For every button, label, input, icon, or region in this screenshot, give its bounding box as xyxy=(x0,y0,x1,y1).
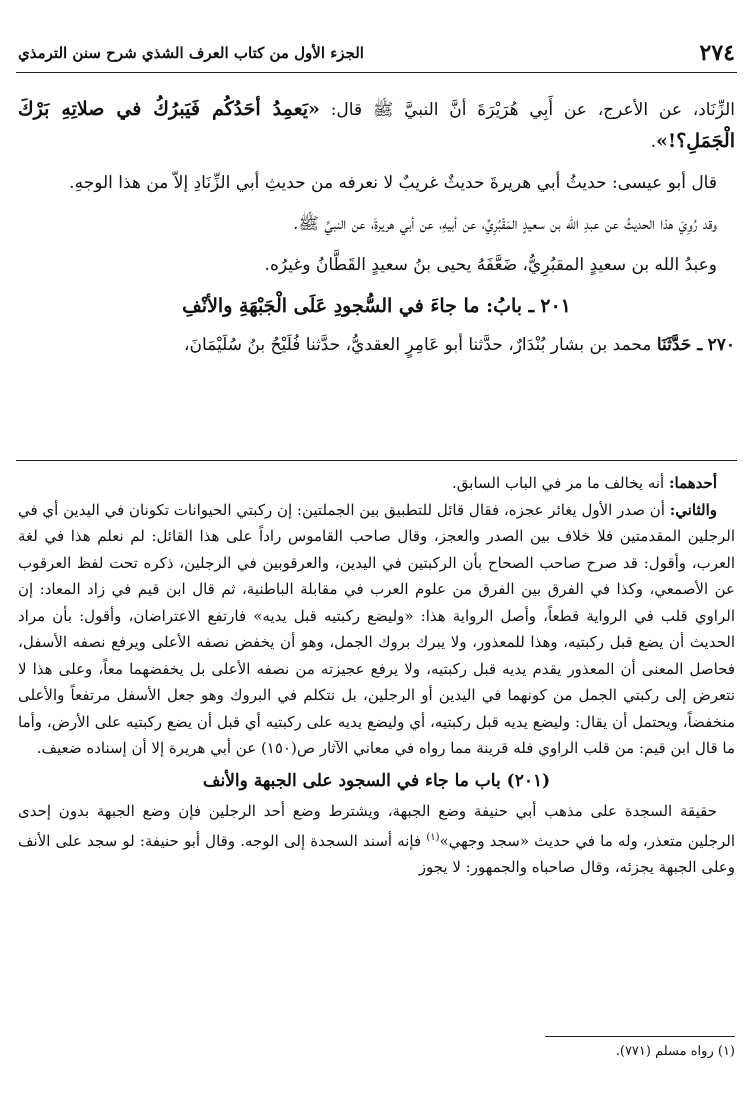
page-number: ٢٧٤ xyxy=(699,40,735,66)
hadith-quote: «يَعمِدُ أحَدُكُم فَيَبرُكُ في صلاتِهِ بَرْكَ الْجَمَلِ؟!» xyxy=(18,98,735,152)
chapter-number: ٢٠١ xyxy=(540,295,571,317)
running-title: الجزء الأول من كتاب العرف الشذي شرح سنن الترمذي xyxy=(18,44,364,62)
footnote: (١) رواه مسلم (٧٧١). xyxy=(615,1044,735,1059)
abu-isa-comment: قال أبو عيسى: حديثُ أبي هريرةَ حديثٌ غريبٌ لا نعرفه من حديثِ أبي الزِّنَادِ إلاّ من هذا الوجهِ. xyxy=(69,173,717,193)
footnote-reference: (١) xyxy=(426,831,440,843)
chapter-heading xyxy=(18,291,735,322)
hadith-paragraph xyxy=(18,94,735,158)
commentary-third xyxy=(18,798,735,881)
footnote-divider xyxy=(545,1036,735,1037)
narrator-grading: وعبدُ الله بن سعيدٍ المقبُرِيُّ، ضَعَّفَهُ يحيى بنُ سعيدٍ القَطَّانُ وغيرُه. xyxy=(264,255,717,275)
first-lead: أحدهما: xyxy=(668,474,717,492)
commentary-text xyxy=(18,470,735,881)
page-header xyxy=(16,36,737,73)
third-text: حقيقة السجدة على مذهب أبي حنيفة وضع الجبهة، ويشترط وضع أحد الرجلين فإن وضع الجبهة بدون إحدى الرجلين متعذر، وله ما في حديث «سجد وجهي» xyxy=(18,802,735,850)
chapter-title: ـ بابُ: ما جاءَ في السُّجودِ عَلَى الْجَبْهَةِ والأنْفِ xyxy=(182,295,535,317)
second-text: أن صدر الأول يغائر عجزه، فقال قائل للتطبيق بين الجملتين: إن ركبتي الحيوانات تكونان في اليدين أي في الرجلين المقدمتين فلا خلاف بين الصدر والعجز، وقال صاحب القاموس راداً على هذا القائل: لم نعلم هذا في لغة العرب، وأقول: قد صرح صاحب الصحاح بأن الركبتين في اليدين، والعرقوبين في الرجلين، ذكره تحت لفظ العرقوب عن الأصمعي، وكذا في الفرق بين الفرق من علوم العرب في مقابلة الباطنية، ثم قال ابن قيم في زاد المعاد: إن الراوي قلب في الرواية قطعاً، وأصل الرواية هذا: «وليضع ركبتيه قبل يديه» فارتفع الاعتراضان، وأقول: بأن مراد الحديث أن يضع قبل ركبتيه، وهذا للمعذور، ولا يبرك بروك الجمل، وهو أن يخفض نصفه الأعلى ويرفع نصفه الأسفل، فحاصل المعنى أن المعذور يقدم يديه قبل ركبتيه، ولا يرفع عجيزته من نصفه الأعلى بل يخفضهما معاً، وعلى هذا لا نتعرض إلى ركبتي الجمل من كونهما في اليدين أو الرجلين، بل نتكلم في البروك وهو جعل الأسفل مرتفعاً والأعلى منخفضاً، ويحتمل أن يقال: وليضع يديه قبل ركبتيه، أي وليضع يديه على ركبتيه أي قبل أن يضع ركبتيه على الأرض، وأما ما قال ابن قيم: من قلب الراوي فله قرينة مما رواه في معاني الآثار ص(١٥٠) عن أبي هريرة إلا أن إسناده ضعيف. xyxy=(17,500,735,757)
haddathana-word: ـ حَدَّثَنَا xyxy=(656,335,703,355)
commentary-divider xyxy=(16,460,737,461)
narration-note: وقد رُوِيَ هذا الحديثُ عن عبدِ الله بن سعيدٍ المَقْبُرِيِّ، عن أبيهِ، عن أبي هريرةَ، عن النبيِّ ﷺ. xyxy=(292,214,717,234)
third-text-after: فإنه أسند السجدة إلى الوجه. وقال أبو حنيفة: لو سجد على الأنف وعلى الجبهة يجزئه، وقال صاحباه والجمهور: لا يجوز xyxy=(18,831,735,876)
hadith-end-punct: . xyxy=(650,132,656,152)
hadith-chain-end: الزِّنَاد، عن الأعرج، عن أَبِي هُرَيْرَةَ أنَّ النبيَّ ﷺ قال: xyxy=(319,100,735,120)
commentary-chapter-heading: (٢٠١) باب ما جاء في السجود على الجبهة والأنف xyxy=(202,770,551,791)
hadith-270 xyxy=(18,330,735,361)
second-lead: والثاني: xyxy=(669,500,717,519)
hadith-chain: محمد بن بشار بُنْدَارٌ، حدَّثنا أبو عَامِرٍ العقديُّ، حدَّثنا فُلَيْحُ بنُ سُلَيْمَانَ، xyxy=(184,335,657,355)
first-text: أنه يخالف ما مر في الباب السابق. xyxy=(452,474,669,492)
hadith-number: ٢٧٠ xyxy=(707,335,735,355)
main-text xyxy=(18,94,735,371)
commentary-second xyxy=(18,497,735,762)
commentary-first xyxy=(18,470,735,497)
